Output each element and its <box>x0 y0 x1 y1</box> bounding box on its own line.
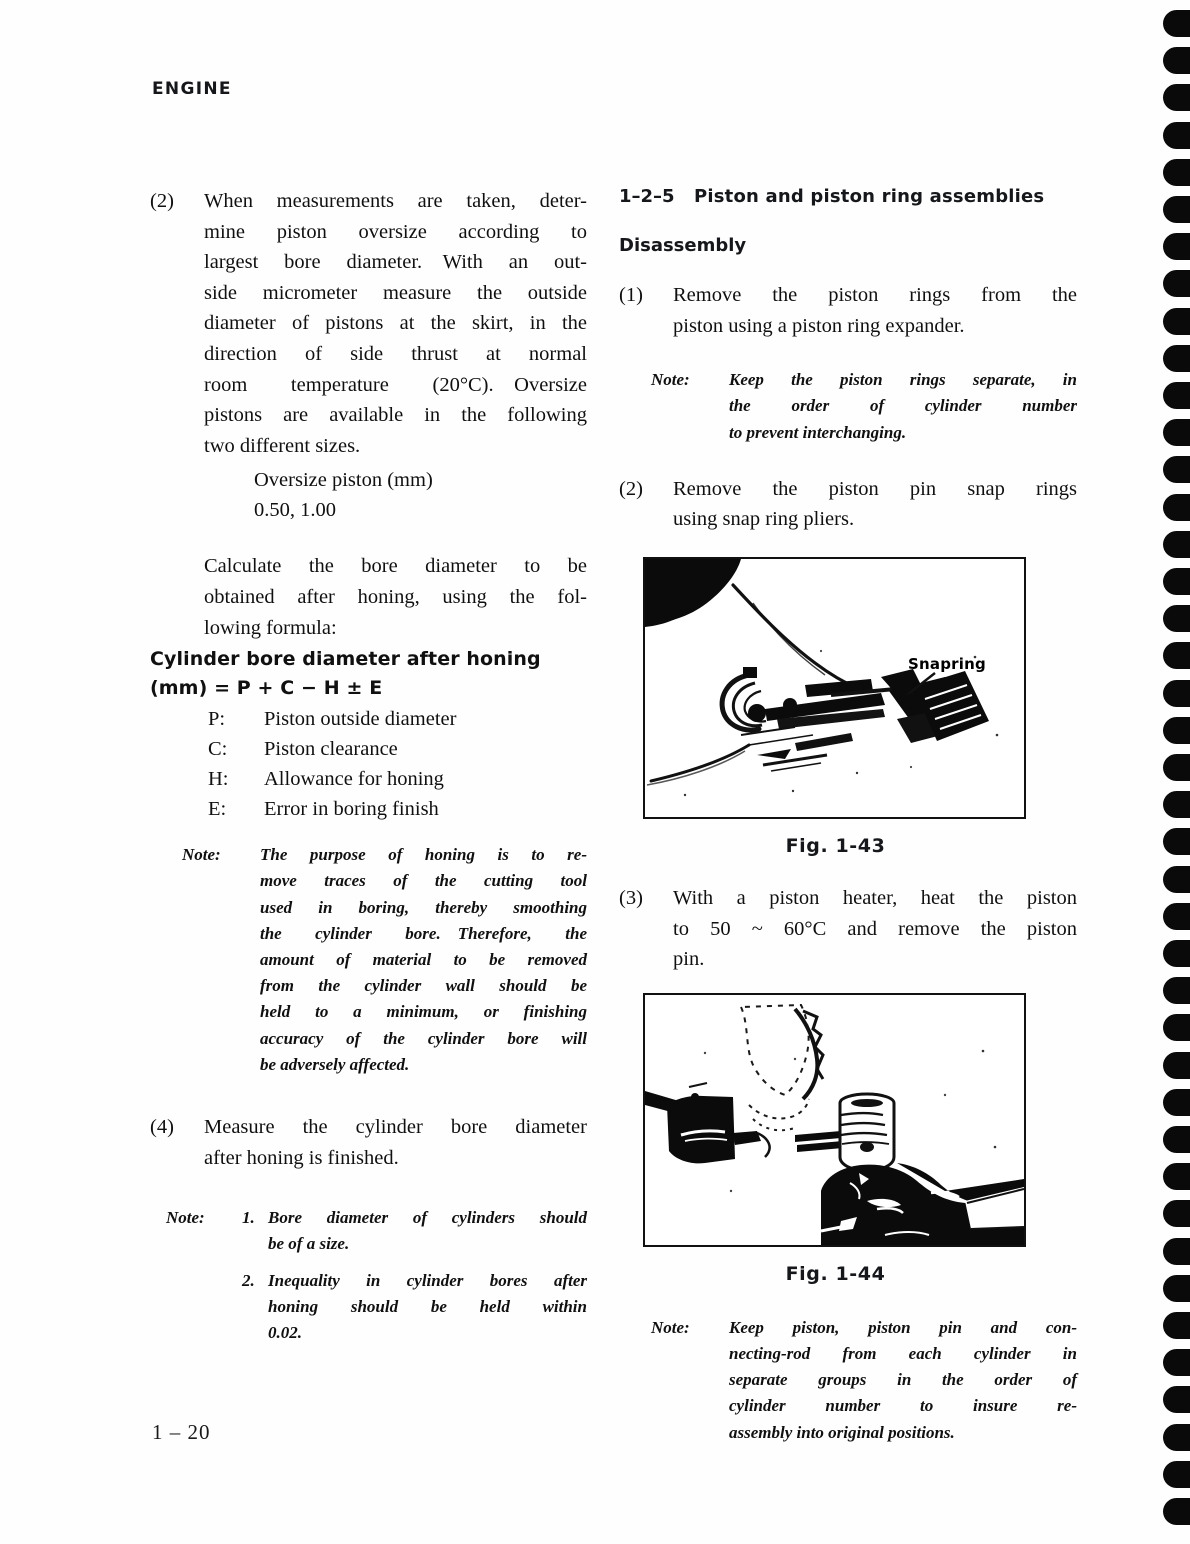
list-marker: (4) <box>150 1115 174 1138</box>
calculate-line-2: obtained after honing, using the fol- <box>204 585 587 608</box>
binding-hole <box>1163 1312 1190 1339</box>
honing-formula <box>150 645 587 703</box>
binding-hole <box>1163 270 1190 297</box>
note-body <box>729 367 1077 446</box>
note-line-5: amount of material to be removed <box>260 949 587 969</box>
note-line-3: to prevent interchanging. <box>729 422 907 442</box>
formula-line-1: Cylinder bore diameter after honing <box>150 648 541 671</box>
binding-hole <box>1163 1126 1190 1153</box>
note-label: Note: <box>182 845 221 865</box>
snapring-label: Snapring <box>908 654 986 673</box>
calculate-paragraph <box>150 551 587 643</box>
note-keep-rings-separate <box>619 367 1077 446</box>
note-line-7: held to a minimum, or finishing <box>260 1002 587 1022</box>
note-list-item-2 <box>242 1268 587 1347</box>
note-line-2: move traces of the cutting tool <box>260 871 587 891</box>
note-list-number: 1. <box>242 1208 255 1228</box>
item2-line-6: direction of side thrust at normal <box>204 342 587 365</box>
binding-hole <box>1163 531 1190 558</box>
binding-hole <box>1163 605 1190 632</box>
calculate-line-1: Calculate the bore diameter to be <box>204 555 587 578</box>
figure-1-43-caption: Fig. 1-43 <box>785 834 886 857</box>
r-item2-line-2: using snap ring pliers. <box>673 508 855 531</box>
binding-hole <box>1163 494 1190 521</box>
figure-1-44 <box>643 993 1077 1285</box>
item2-line-9: two different sizes. <box>204 434 361 457</box>
note-keep-piston-groups <box>619 1315 1077 1446</box>
list-item-2 <box>150 186 587 461</box>
binding-hole <box>1163 1349 1190 1376</box>
binding-hole <box>1163 233 1190 260</box>
item2-line-1: When measurements are taken, deter- <box>204 190 587 212</box>
legend-symbol: H: <box>208 768 229 791</box>
formula-line-2: (mm) = P + C − H ± E <box>150 677 383 700</box>
binding-hole <box>1163 1238 1190 1265</box>
binding-hole <box>1163 10 1190 37</box>
binding-hole <box>1163 419 1190 446</box>
note-line-5: assembly into original positions. <box>729 1422 955 1442</box>
binding-hole <box>1163 1498 1190 1525</box>
list-marker: (3) <box>619 886 643 909</box>
legend-row-h <box>150 764 587 794</box>
left-column <box>150 186 587 1346</box>
note-line-4: the cylinder bore. Therefore, the <box>260 923 587 943</box>
binding-hole <box>1163 196 1190 223</box>
note2-line-1: Inequality in cylinder bores after <box>268 1270 587 1290</box>
note2-line-3: 0.02. <box>268 1322 302 1342</box>
item4-line-2: after honing is finished. <box>204 1146 399 1169</box>
item2-line-8: pistons are available in the following <box>204 404 587 427</box>
note2-line-2: honing should be held within <box>268 1296 587 1316</box>
note-line-4: cylinder number to insure re- <box>729 1396 1077 1416</box>
legend-symbol: P: <box>208 708 226 731</box>
list-item-2 <box>619 474 1077 535</box>
note-list-text <box>268 1268 587 1347</box>
note-line-3: used in boring, thereby smoothing <box>260 897 587 917</box>
binding-hole <box>1163 977 1190 1004</box>
note-line-2: the order of cylinder number <box>729 396 1077 416</box>
note-list-number: 2. <box>242 1270 255 1290</box>
note1-line-1: Bore diameter of cylinders should <box>268 1208 587 1228</box>
section-heading <box>619 186 1077 207</box>
binding-hole <box>1163 717 1190 744</box>
note-label: Note: <box>651 1317 690 1337</box>
legend-symbol: C: <box>208 738 228 761</box>
figure-1-44-frame <box>643 993 1026 1247</box>
r-item2-line-1: Remove the piston pin snap rings <box>673 477 1077 500</box>
item2-line-5: diameter of pistons at the skirt, in the <box>204 312 587 335</box>
note-body <box>729 1315 1077 1446</box>
binding-hole <box>1163 308 1190 335</box>
calculate-line-3: lowing formula: <box>204 616 337 639</box>
figure-1-43-frame <box>643 557 1026 819</box>
r-item3-line-1: With a piston heater, heat the piston <box>673 886 1077 909</box>
item2-line-7: room temperature (20°C). Oversize <box>204 373 587 396</box>
list-item-3 <box>619 883 1077 975</box>
subheading-disassembly: Disassembly <box>619 235 747 256</box>
note-line-9: be adversely affected. <box>260 1054 410 1074</box>
binding-hole <box>1163 680 1190 707</box>
note-label: Note: <box>166 1208 205 1228</box>
legend-symbol: E: <box>208 798 227 821</box>
binding-hole <box>1163 47 1190 74</box>
binding-hole <box>1163 159 1190 186</box>
list-marker: (2) <box>619 477 643 500</box>
page-running-head: ENGINE <box>152 79 232 99</box>
binding-hole <box>1163 345 1190 372</box>
binding-hole <box>1163 1052 1190 1079</box>
r-item1-line-2: piston using a piston ring expander. <box>673 314 965 337</box>
binding-hole <box>1163 642 1190 669</box>
note-body <box>260 842 587 1078</box>
binding-hole <box>1163 828 1190 855</box>
note-bore-diameter <box>150 1205 587 1346</box>
formula-legend <box>150 704 587 824</box>
legend-text: Piston clearance <box>264 738 398 761</box>
binding-hole <box>1163 791 1190 818</box>
note-label: Note: <box>651 370 690 390</box>
binding-hole <box>1163 84 1190 111</box>
legend-text: Piston outside diameter <box>264 708 457 731</box>
binding-hole <box>1163 382 1190 409</box>
list-item-4 <box>150 1112 587 1173</box>
legend-text: Allowance for honing <box>264 768 444 791</box>
binding-hole <box>1163 456 1190 483</box>
item4-line-1: Measure the cylinder bore diameter <box>204 1115 587 1138</box>
list-marker: (2) <box>150 190 174 212</box>
legend-row-c <box>150 734 587 764</box>
binding-hole <box>1163 1014 1190 1041</box>
note-line-8: accuracy of the cylinder bore will <box>260 1028 587 1048</box>
binding-hole <box>1163 1461 1190 1488</box>
snap-ring-removal-photo <box>645 559 1024 817</box>
list-marker: (1) <box>619 284 643 306</box>
legend-text: Error in boring finish <box>264 798 439 821</box>
note-line-6: from the cylinder wall should be <box>260 976 587 996</box>
piston-heater-photo <box>645 995 1024 1245</box>
binding-hole <box>1163 903 1190 930</box>
r-item1-line-1: Remove the piston rings from the <box>673 284 1077 306</box>
list-item-1 <box>619 280 1077 341</box>
oversize-piston-values: 0.50, 1.00 <box>254 499 336 522</box>
binding-hole <box>1163 754 1190 781</box>
figure-1-44-caption: Fig. 1-44 <box>785 1262 886 1285</box>
binding-hole <box>1163 1089 1190 1116</box>
figure-1-43 <box>643 557 1077 857</box>
binding-hole <box>1163 122 1190 149</box>
item2-line-2: mine piston oversize according to <box>204 220 587 243</box>
binding-hole <box>1163 1200 1190 1227</box>
binding-hole <box>1163 568 1190 595</box>
note-line-1: Keep piston, piston pin and con- <box>729 1317 1077 1337</box>
note-list-item-1 <box>242 1205 587 1257</box>
binding-hole <box>1163 866 1190 893</box>
note-line-1: Keep the piston rings separate, in <box>729 370 1077 390</box>
page-number: 1 – 20 <box>152 1420 211 1444</box>
note1-line-2: be of a size. <box>268 1234 350 1254</box>
note-list-text <box>268 1205 587 1257</box>
note-honing-purpose <box>150 842 587 1078</box>
oversize-piston-label: Oversize piston (mm) <box>254 469 433 492</box>
legend-row-e <box>150 794 587 824</box>
right-column <box>619 186 1077 1446</box>
section-title: Piston and piston ring assemblies <box>693 186 1045 207</box>
item2-line-4: side micrometer measure the outside <box>204 281 587 304</box>
binding-hole <box>1163 1275 1190 1302</box>
note-line-1: The purpose of honing is to re- <box>260 845 587 865</box>
r-item3-line-2: to 50 ~ 60°C and remove the piston <box>673 917 1077 940</box>
section-number: 1–2–5 <box>619 186 675 207</box>
binding-hole <box>1163 1163 1190 1190</box>
note-line-3: separate groups in the order of <box>729 1370 1077 1390</box>
binding-hole <box>1163 940 1190 967</box>
note-line-2: necting-rod from each cylinder in <box>729 1343 1077 1363</box>
legend-row-p <box>150 704 587 734</box>
spiral-binding-holes <box>1144 0 1190 1544</box>
note-body <box>242 1205 587 1346</box>
item2-line-3: largest bore diameter. With an out- <box>204 251 587 274</box>
binding-hole <box>1163 1424 1190 1451</box>
r-item3-line-3: pin. <box>673 948 705 971</box>
binding-hole <box>1163 1386 1190 1413</box>
